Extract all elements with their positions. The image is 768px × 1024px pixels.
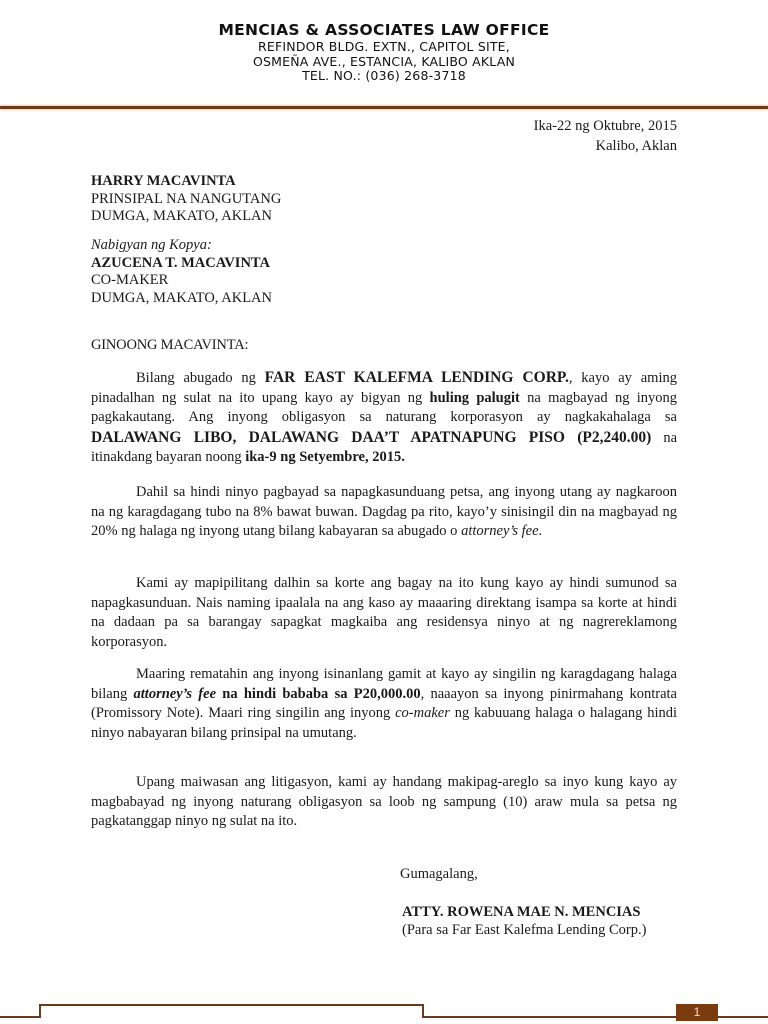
paragraph-3 [91, 574, 677, 652]
footer-rule [0, 995, 768, 1024]
text: ng kabuuang halaga o halagang hindi ninyo nabayaran bilang prinsipal na umutang. [91, 705, 678, 741]
signatory-name: ATTY. ROWENA MAE N. MENCIAS [402, 904, 641, 920]
date-block [534, 116, 677, 156]
text: , naaayon sa inyong pinirmahang kontrata (Promissory Note). Maari ring singilin ang inyong [91, 685, 677, 721]
text: Upang maiwasan ang litigasyon, kami ay handang makipag-areglo sa inyo kung kayo ay magbabayad ng inyong naturang obligasyon sa loob ng sampung (10) araw mula sa petsa ng pagkatanggap ninyo ng sulat na ito. [91, 774, 677, 829]
copy-furnished-block [91, 237, 272, 307]
text: . [538, 523, 543, 539]
text: Maaring rematahin ang inyong isinanlang gamit at kayo ay singilin ng karagdagang halaga bilang [91, 666, 677, 702]
recipient-role: PRINSIPAL NA NANGUTANG [91, 190, 282, 207]
firm-address-line1: REFINDOR BLDG. EXTN., CAPITOL SITE, [258, 39, 510, 54]
text: na itinakdang bayaran noong [91, 429, 677, 465]
minimum-fee: na hindi bababa sa P20,000.00 [216, 685, 421, 702]
copy-furnished-name: AZUCENA T. MACAVINTA [91, 254, 270, 271]
attorneys-fee-term: attorney’s fee [461, 523, 539, 539]
copy-furnished-role: CO-MAKER [91, 272, 169, 288]
co-maker-term: co-maker [395, 705, 450, 721]
attorneys-fee-term: attorney’s fee [133, 685, 217, 702]
copy-furnished-address: DUMGA, MAKATO, AKLAN [91, 289, 272, 306]
signatory-role: (Para sa Far East Kalefma Lending Corp.) [402, 922, 647, 938]
closing: Gumagalang, [400, 866, 478, 882]
paragraph-1 [91, 368, 677, 468]
copy-furnished-label: Nabigyan ng Kopya: [91, 237, 212, 253]
letter-place: Kalibo, Aklan [595, 138, 677, 154]
recipient-block [91, 173, 281, 226]
text: na magbayad ng inyong pagkakautang. Ang inyong obligasyon sa naturang korporasyon ay nagkakahalaga sa [91, 389, 678, 425]
paragraph-4 [91, 665, 677, 743]
text: Kami ay mapipilitang dalhin sa korte ang bagay na ito kung kayo ay hindi sumunod sa napagkasunduan. Nais naming ipaalala na ang kaso ay maaaring direktang isampa sa korte at hindi na dadaan pa sa barangay sapagkat magkaiba ang residensya ninyo at ng nagrereklamong korporasyon. [91, 575, 677, 650]
salutation: GINOONG MACAVINTA: [91, 337, 249, 353]
recipient-name: HARRY MACAVINTA [91, 173, 236, 189]
text: , kayo ay aming pinadalhan ng sulat na ito upang kayo ay bigyan ng [91, 370, 677, 406]
final-extension: huling palugit [429, 389, 520, 406]
amount-owed: DALAWANG LIBO, DALAWANG DAA’T APATNAPUNG PISO (P2,240.00) [91, 428, 652, 446]
due-date: ika-9 ng Setyembre, 2015. [245, 449, 405, 465]
letterhead [0, 20, 768, 84]
firm-telephone: TEL. NO.: (036) 268-3718 [302, 68, 466, 83]
paragraph-2 [91, 483, 677, 542]
firm-address-line2: OSMEÑA AVE., ESTANCIA, KALIBO AKLAN [252, 53, 515, 69]
page-number: 1 [676, 1004, 718, 1021]
paragraph-5 [91, 773, 677, 832]
client-name: FAR EAST KALEFMA LENDING CORP. [264, 369, 569, 386]
firm-name: MENCIAS & ASSOCIATES LAW OFFICE [218, 21, 550, 39]
letter-date: Ika-22 ng Oktubre, 2015 [533, 118, 677, 134]
recipient-address: DUMGA, MAKATO, AKLAN [91, 208, 272, 224]
text: Dahil sa hindi ninyo pagbayad sa napagkasunduang petsa, ang inyong utang ay nagkaroon na ng karagdagang tubo na 8% bawat buwan. Dagdag pa rito, kayo’y sinisingil din na magbayad ng 20% ng halaga ng inyong utang bilang kabayaran sa abugado o [91, 484, 677, 539]
text: Bilang abugado ng [136, 370, 265, 386]
header-divider [0, 106, 768, 109]
